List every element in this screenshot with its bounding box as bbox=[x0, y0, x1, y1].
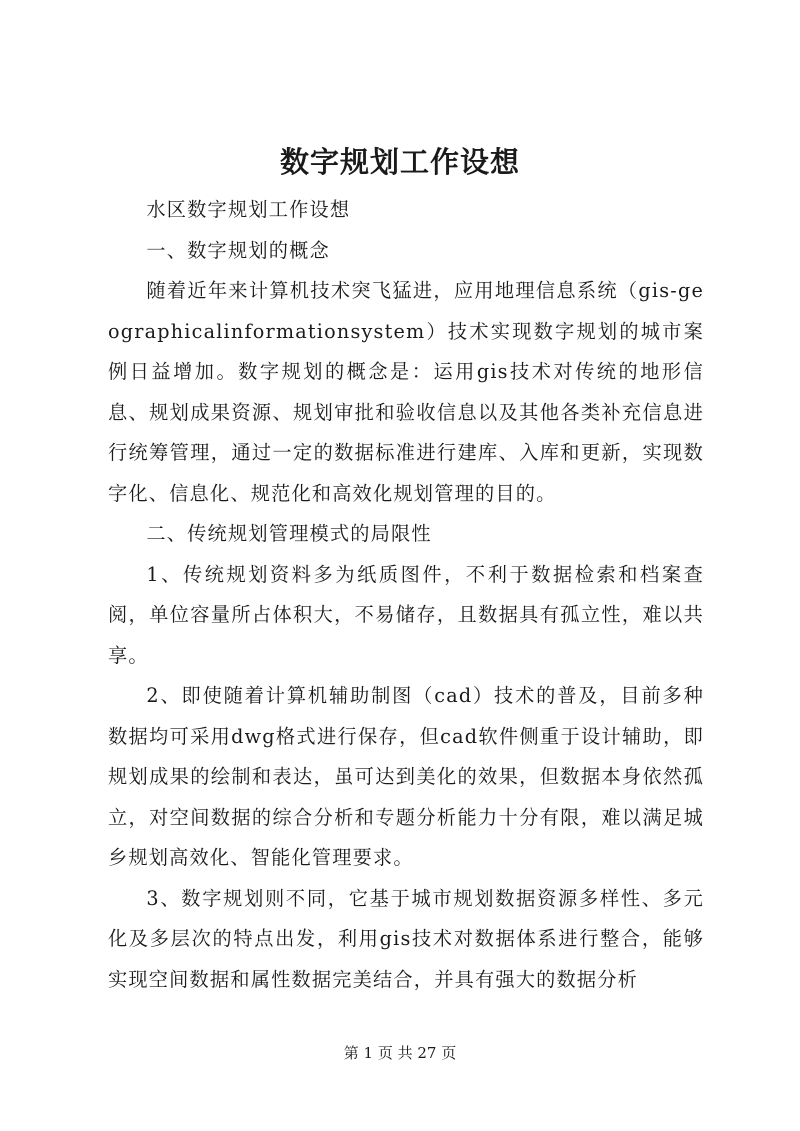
section-heading-limitations: 二、传统规划管理模式的局限性 bbox=[146, 522, 432, 545]
section-heading-concept: 一、数字规划的概念 bbox=[146, 238, 330, 262]
page-number: 第 1 页 bbox=[343, 1044, 393, 1062]
subtitle-paragraph: 水区数字规划工作设想 bbox=[146, 198, 351, 221]
document-body bbox=[108, 190, 704, 1000]
body-paragraph: 1、传统规划资料多为纸质图件，不利于数据检索和档案查阅，单位容量所占体积大，不易储存，且数据具有孤立性，难以共享。 bbox=[108, 562, 704, 667]
body-paragraph: 3、数字规划则不同，它基于城市规划数据资源多样性、多元化及多层次的特点出发，利用gis技术对数据体系进行整合，能够实现空间数据和属性数据完美结合，并具有强大的数据分析 bbox=[108, 886, 704, 991]
body-paragraph: 随着近年来计算机技术突飞猛进，应用地理信息系统（gis-geographicalinformationsystem）技术实现数字规划的城市案例日益增加。数字规划的概念是：运用gis技术对传统的地形信息、规划成果资源、规划审批和验收信息以及其他各类补充信息进行统筹管理，通过一定的数据标准进行建库、入库和更新，实现数字化、信息化、规范化和高效化规划管理的目的。 bbox=[108, 279, 704, 505]
document-title: 数字规划工作设想 bbox=[279, 145, 520, 179]
body-paragraph: 2、即使随着计算机辅助制图（cad）技术的普及，目前多种数据均可采用dwg格式进行保存，但cad软件侧重于设计辅助，即规划成果的绘制和表达，虽可达到美化的效果，但数据本身依然孤立，对空间数据的综合分析和专题分析能力十分有限，难以满足城乡规划高效化、智能化管理要求。 bbox=[108, 684, 704, 869]
page-footer bbox=[0, 1043, 800, 1063]
page-total: 共 27 页 bbox=[397, 1044, 457, 1062]
